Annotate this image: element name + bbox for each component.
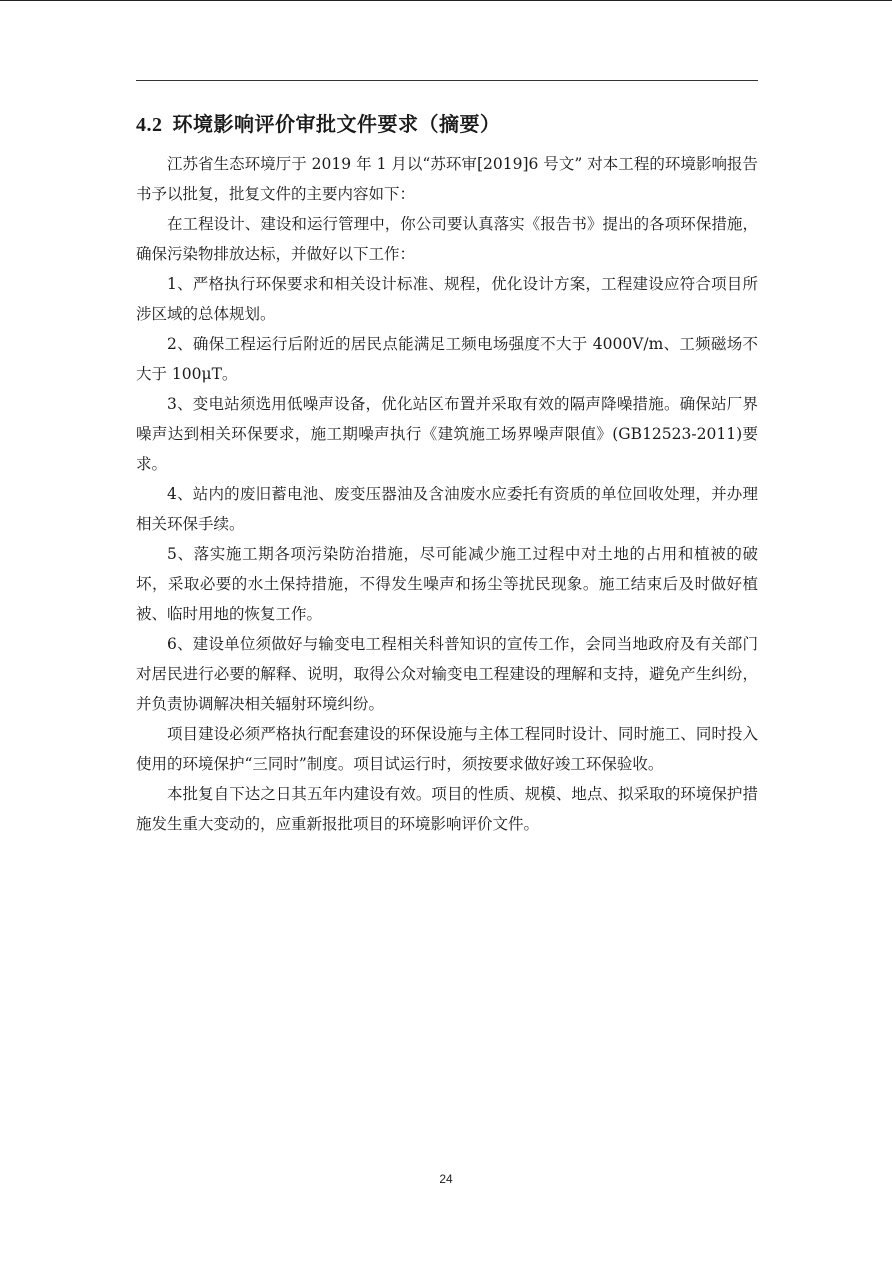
- document-body: [136, 108, 758, 839]
- header-rule: [136, 80, 758, 81]
- paragraph-item-4: 4、站内的废旧蓄电池、废变压器油及含油废水应委托有资质的单位回收处理，并办理相关环保手续。: [136, 485, 758, 533]
- paragraph-item-6: 6、建设单位须做好与输变电工程相关科普知识的宣传工作，会同当地政府及有关部门对居民进行必要的解释、说明，取得公众对输变电工程建设的理解和支持，避免产生纠纷，并负责协调解决相关辐射环境纠纷。: [136, 635, 758, 713]
- paragraph-item-2: 2、确保工程运行后附近的居民点能满足工频电场强度不大于 4000V/m、工频磁场不大于 100μT。: [136, 335, 758, 383]
- page-number: 24: [439, 1172, 453, 1186]
- paragraph-intro: 江苏省生态环境厅于 2019 年 1 月以“苏环审[2019]6 号文” 对本工程的环境影响报告书予以批复，批复文件的主要内容如下：: [136, 155, 758, 203]
- paragraph-item-3: 3、变电站须选用低噪声设备，优化站区布置并采取有效的隔声降噪措施。确保站厂界噪声达到相关环保要求，施工期噪声执行《建筑施工场界噪声限值》(GB12523-2011)要求。: [136, 395, 758, 473]
- paragraph-item-1: 1、严格执行环保要求和相关设计标准、规程，优化设计方案，工程建设应符合项目所涉区域的总体规划。: [136, 275, 758, 323]
- section-number: 4.2: [136, 114, 163, 136]
- paragraph-requirements: 在工程设计、建设和运行管理中，你公司要认真落实《报告书》提出的各项环保措施，确保污染物排放达标，并做好以下工作：: [136, 215, 758, 263]
- paragraph-item-5: 5、落实施工期各项污染防治措施，尽可能减少施工过程中对土地的占用和植被的破坏，采取必要的水土保持措施，不得发生噪声和扬尘等扰民现象。施工结束后及时做好植被、临时用地的恢复工作。: [136, 545, 758, 623]
- section-heading: [136, 108, 758, 141]
- page-top-border: [0, 0, 892, 1]
- paragraph-validity: 本批复自下达之日其五年内建设有效。项目的性质、规模、地点、拟采取的环境保护措施发生重大变动的，应重新报批项目的环境影响评价文件。: [136, 785, 758, 833]
- section-title: 环境影响评价审批文件要求（摘要）: [172, 112, 501, 136]
- paragraph-three-simultaneous: 项目建设必须严格执行配套建设的环保设施与主体工程同时设计、同时施工、同时投入使用的环境保护“三同时”制度。项目试运行时，须按要求做好竣工环保验收。: [136, 725, 758, 773]
